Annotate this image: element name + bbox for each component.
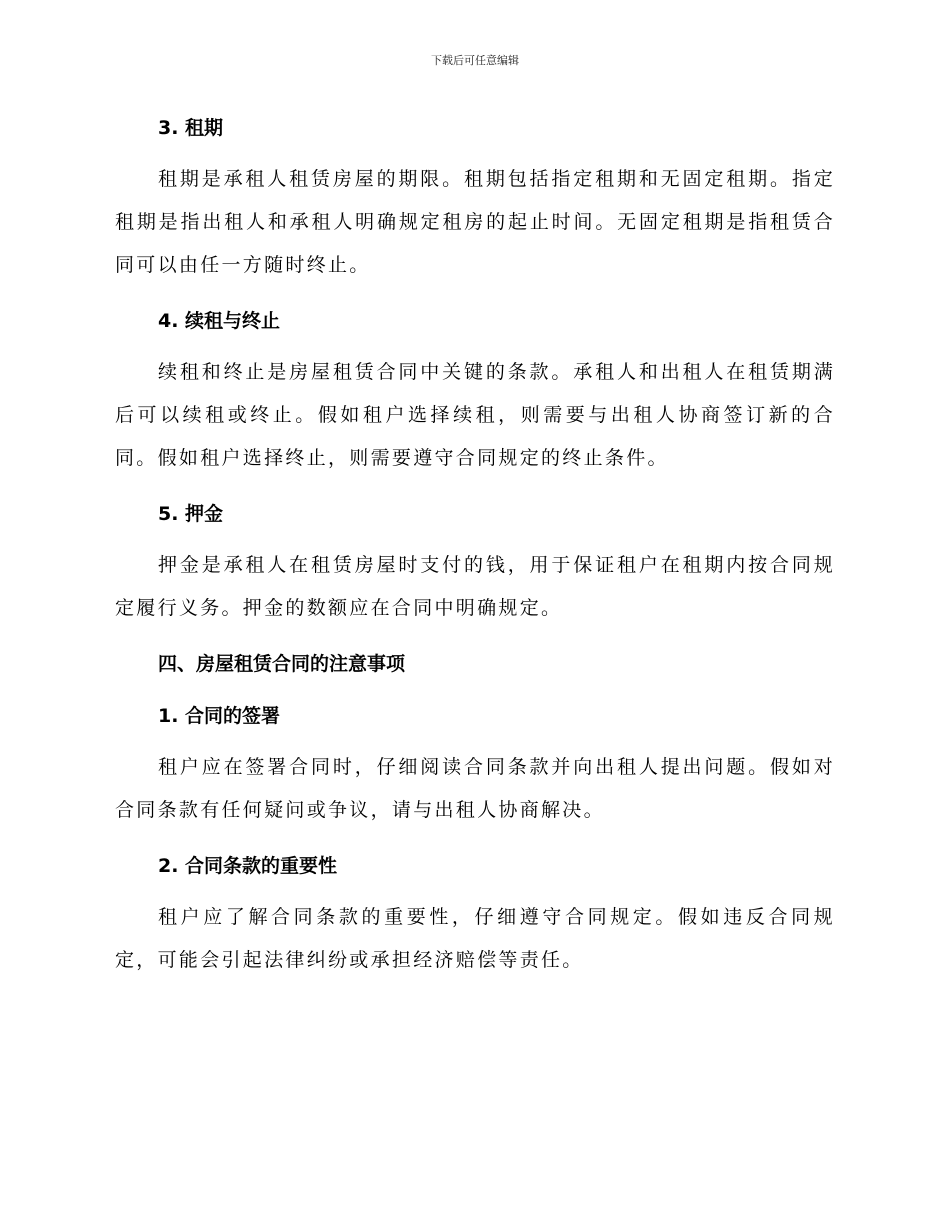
paragraph-contract-signing: 租户应在签署合同时，仔细阅读合同条款并向出租人提出问题。假如对合同条款有任何疑问或争议，请与出租人协商解决。 [115, 756, 835, 821]
paragraph-renewal-termination: 续租和终止是房屋租赁合同中关键的条款。承租人和出租人在租赁期满后可以续租或终止。假如租户选择续租，则需要与出租人协商签订新的合同。假如租户选择终止，则需要遵守合同规定的终止条件。 [115, 361, 835, 469]
paragraph-lease-term: 租期是承租人租赁房屋的期限。租期包括指定租期和无固定租期。指定租期是指出租人和承租人明确规定租房的起止时间。无固定租期是指租赁合同可以由任一方随时终止。 [115, 168, 835, 276]
heading-contract-signing: 1. 合同的签署 [158, 705, 281, 727]
paragraph-terms-importance: 租户应了解合同条款的重要性，仔细遵守合同规定。假如违反合同规定，可能会引起法律纠纷或承担经济赔偿等责任。 [115, 906, 835, 971]
heading-terms-importance: 2. 合同条款的重要性 [158, 855, 338, 877]
paragraph-deposit: 押金是承租人在租赁房屋时支付的钱，用于保证租户在租期内按合同规定履行义务。押金的数额应在合同中明确规定。 [115, 554, 835, 619]
heading-deposit: 5. 押金 [158, 503, 224, 525]
page-header: 下载后可任意编辑 [431, 54, 519, 67]
document-body [115, 110, 835, 982]
heading-lease-term: 3. 租期 [158, 117, 224, 139]
heading-section-four: 四、房屋租赁合同的注意事项 [158, 653, 406, 675]
heading-renewal-termination: 4. 续租与终止 [158, 310, 281, 332]
